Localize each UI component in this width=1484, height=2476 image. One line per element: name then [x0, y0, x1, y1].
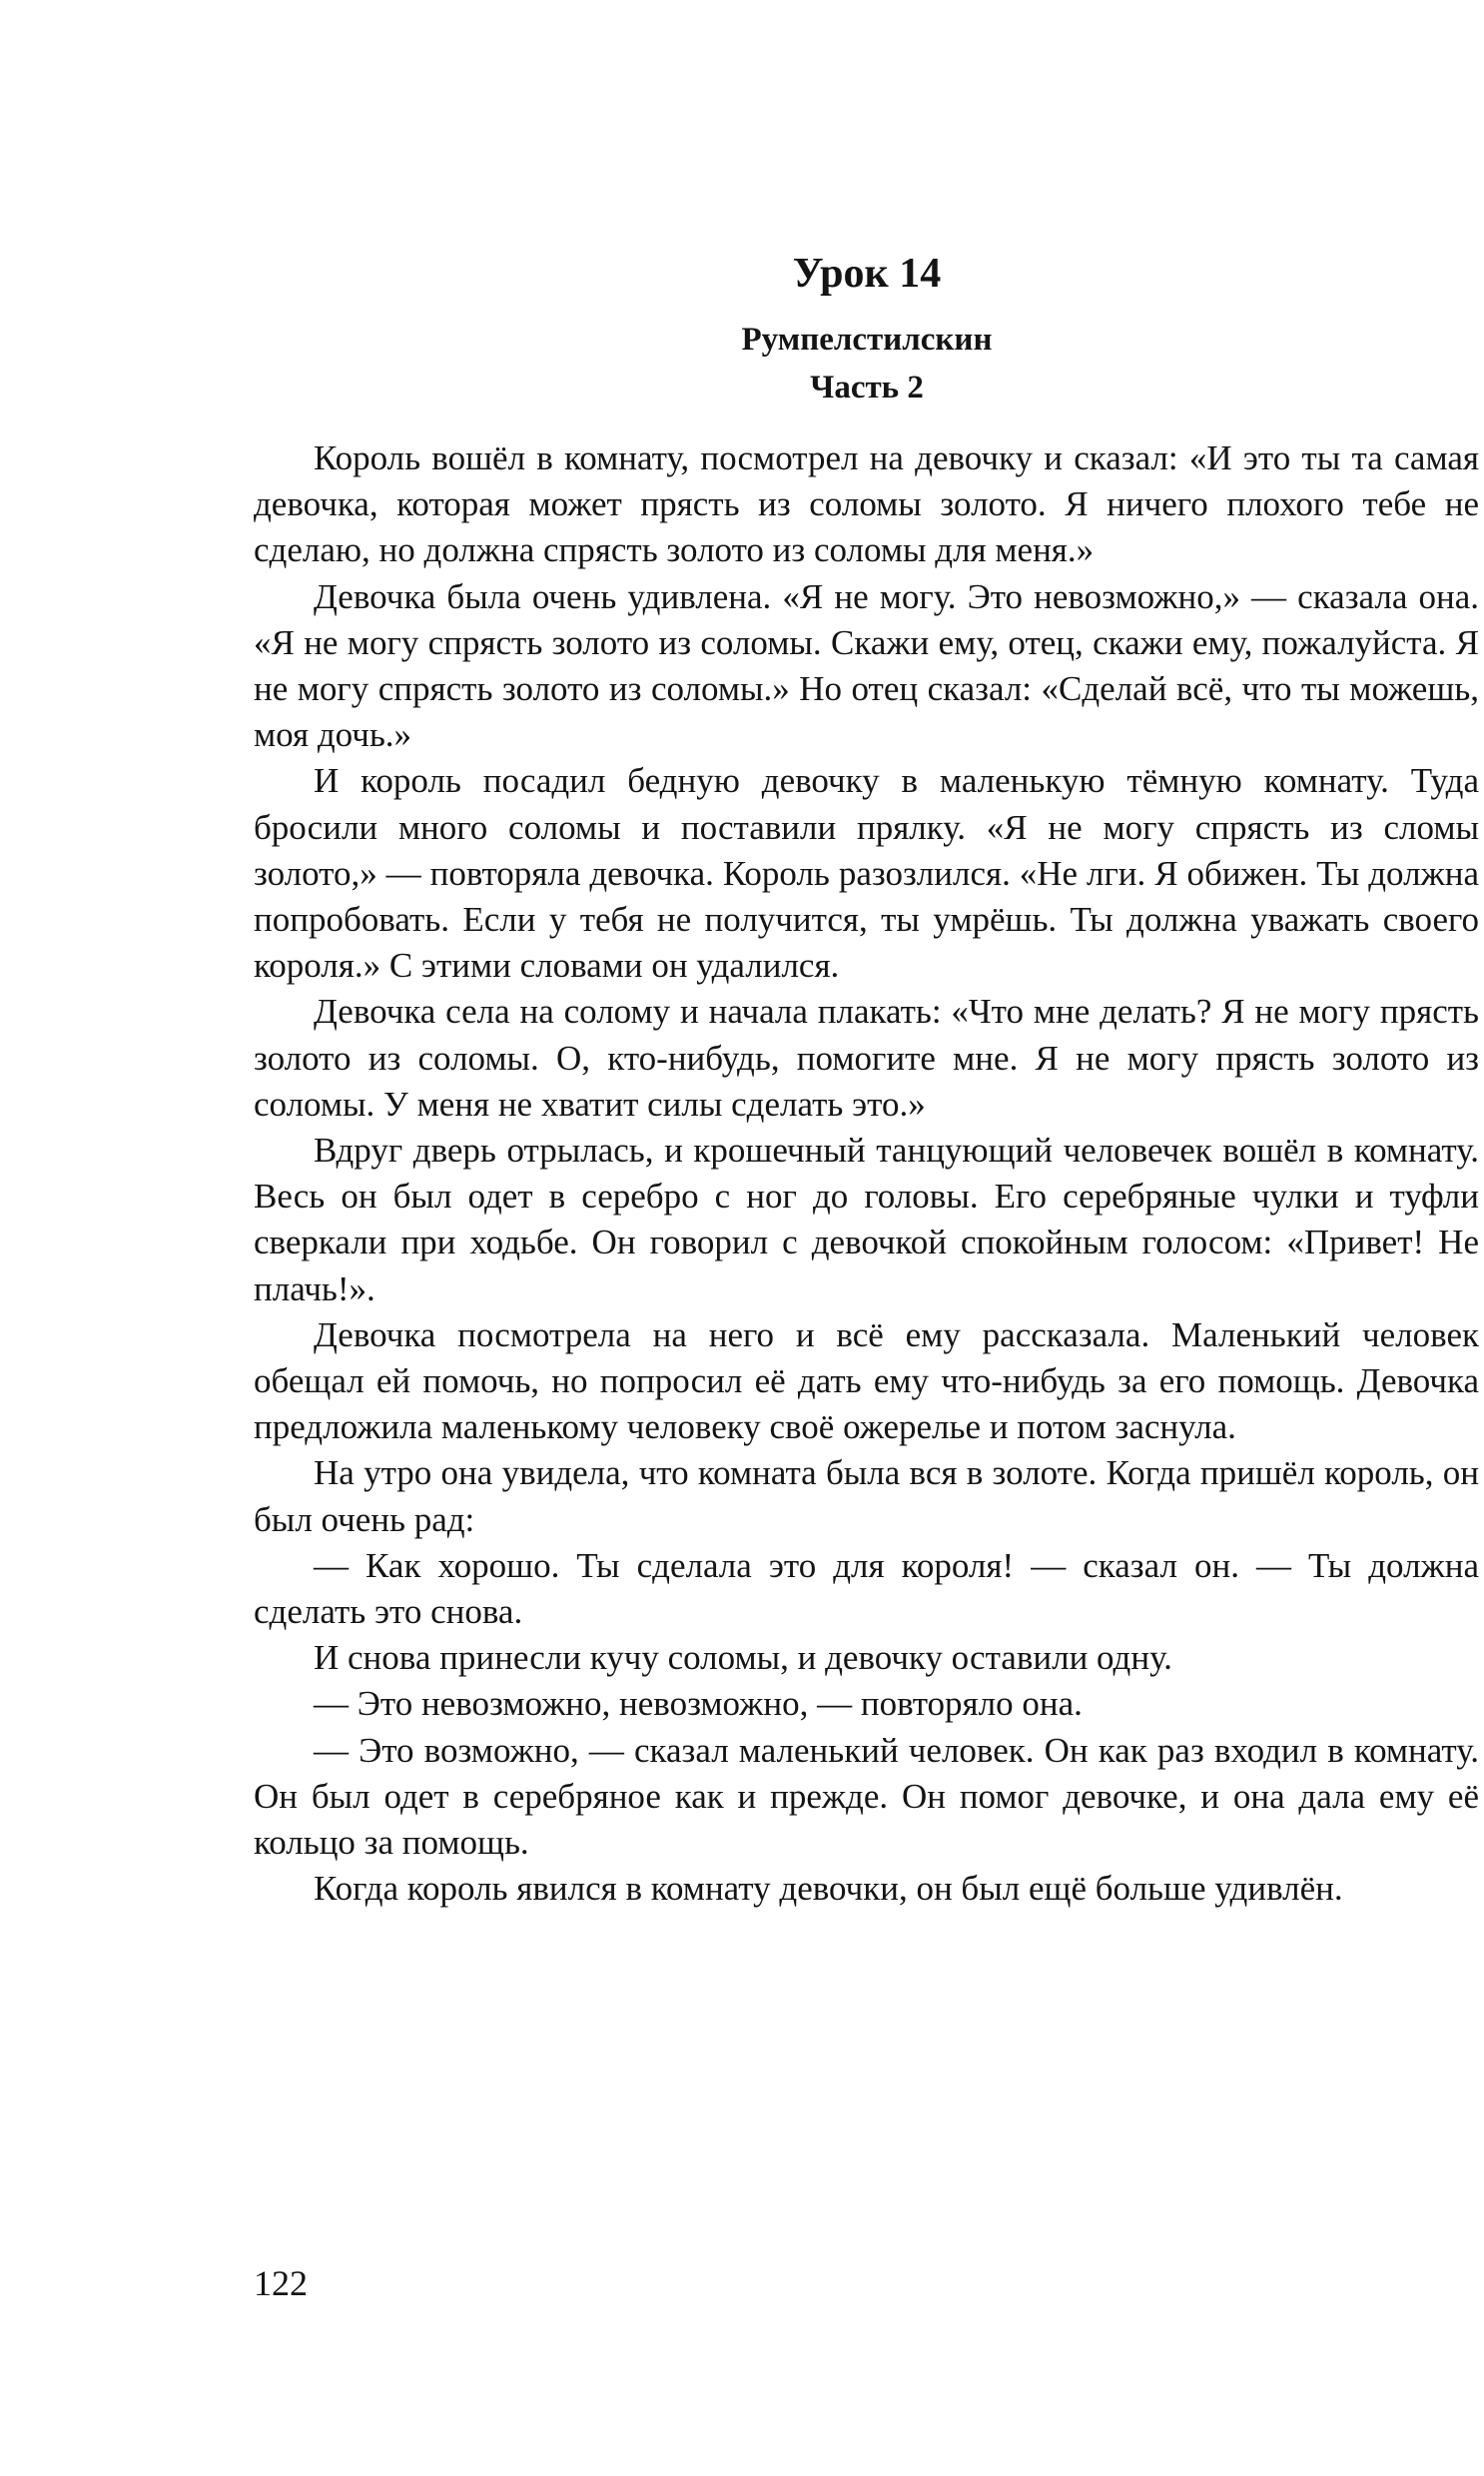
lesson-title: Урок 14 — [792, 251, 942, 297]
story-title: Румпелстилскин — [741, 322, 993, 358]
paragraph: И король посадил бедную девочку в маленькую тёмную комнату. Туда бросили много соломы и поставили прялку. «Я не могу спрясть из сломы золото,» — повторяла девочка. Король разозлился. «Не лги. Я обижен. Ты должна попробовать. Если у тебя не получится, ты умрёшь. Ты должна уважать своего короля.» С этими словами он удалился. — [254, 761, 1479, 986]
paragraph: На утро она увидела, что комната была вся в золоте. Когда пришёл король, он был очень рад: — [254, 1453, 1479, 1539]
page-number: 122 — [254, 2263, 308, 2303]
paragraph: Когда король явился в комнату девочки, он был ещё больше удивлён. — [314, 1869, 1343, 1909]
part-title: Часть 2 — [810, 370, 924, 406]
paragraph: Девочка села на солому и начала плакать: «Что мне делать? Я не могу прясть золото из соломы. О, кто-нибудь, помогите мне. Я не могу прясть золото из соломы. У меня не хватит силы сделать это.» — [254, 992, 1479, 1124]
paragraph: — Как хорошо. Ты сделала это для короля! — сказал он. — Ты должна сделать это снова. — [254, 1545, 1479, 1632]
paragraph: — Это невозможно, невозможно, — повторяло она. — [314, 1684, 1083, 1724]
paragraph: Король вошёл в комнату, посмотрел на девочку и сказал: «И это ты та самая девочка, которая может прясть из соломы золото. Я ничего плохого тебе не сделаю, но должна спрясть золото из соломы для меня.» — [254, 438, 1479, 570]
paragraph: — Это возможно, — сказал маленький человек. Он как раз входил в комнату. Он был одет в серебряное как и прежде. Он помог девочке, и она дала ему её кольцо за помощь. — [254, 1730, 1479, 1863]
paragraph: Вдруг дверь отрылась, и крошечный танцующий человечек вошёл в комнату. Весь он был одет в серебро с ног до головы. Его серебряные чулки и туфли сверкали при ходьбе. Он говорил с девочкой спокойным голосом: «Привет! Не плачь!». — [254, 1131, 1479, 1308]
paragraph: Девочка была очень удивлена. «Я не могу. Это невозможно,» — сказала она. «Я не могу спрясть золото из соломы. Скажи ему, отец, скажи ему, пожалуйста. Я не могу спрясть золото из соломы.» Но отец сказал: «Сделай всё, что ты можешь, моя дочь.» — [254, 576, 1479, 755]
paragraph: Девочка посмотрела на него и всё ему рассказала. Маленький человек обещал ей помочь, но попросил её дать ему что-нибудь за его помощь. Девочка предложила маленькому человеку своё ожерелье и потом заснула. — [254, 1314, 1479, 1447]
paragraph: И снова принесли кучу соломы, и девочку оставили одну. — [314, 1638, 1172, 1678]
story-text — [254, 435, 1479, 1913]
